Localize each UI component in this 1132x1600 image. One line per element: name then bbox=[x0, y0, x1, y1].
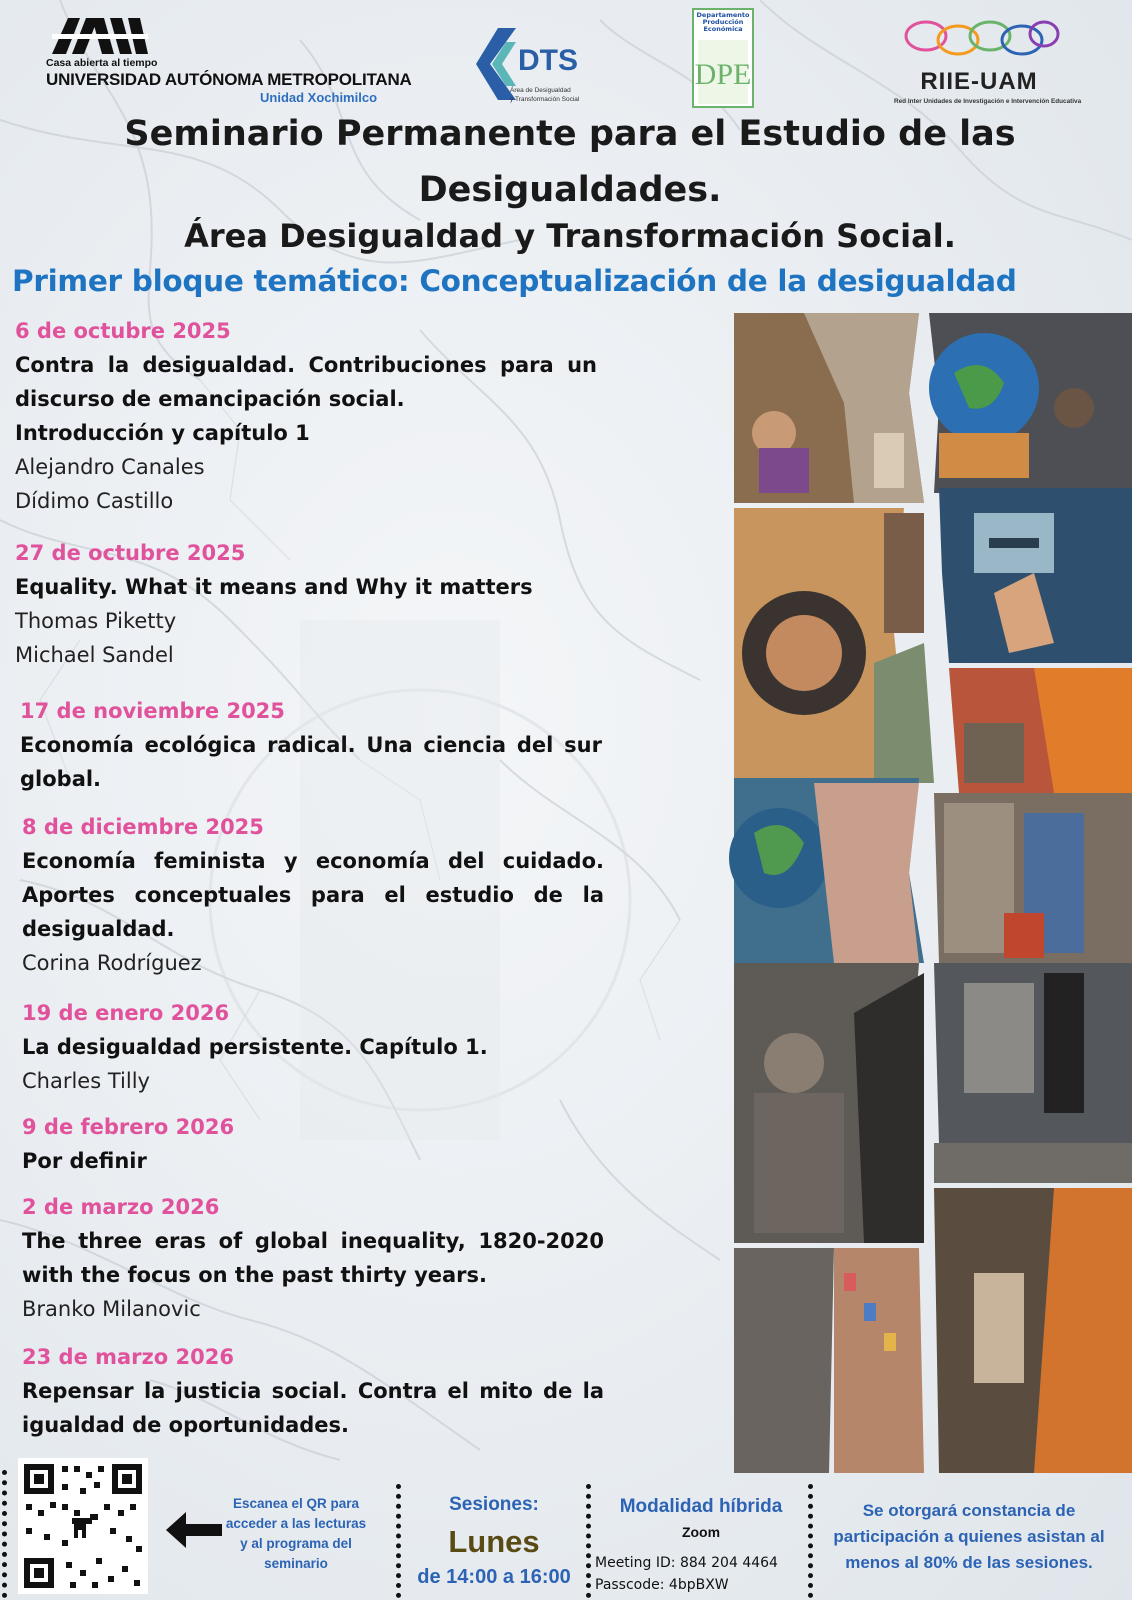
collage-photo bbox=[929, 313, 1132, 493]
seminar-title: Seminario Permanente para el Estudio de las Desigualdades. bbox=[124, 114, 1016, 210]
sessions-day: Lunes bbox=[448, 1524, 540, 1559]
collage-photo bbox=[734, 963, 924, 1243]
session-presenter: Corina Rodríguez bbox=[22, 951, 202, 975]
session-date: 17 de noviembre 2025 bbox=[20, 699, 285, 723]
collage-photo bbox=[734, 313, 924, 503]
qr-code-icon bbox=[18, 1458, 148, 1594]
session-reading: Equality. What it means and Why it matters bbox=[15, 575, 533, 599]
footer-divider bbox=[2, 1470, 7, 1598]
dpe-letters: DPE bbox=[694, 58, 752, 91]
dts-caption-1: Área de Desigualdad bbox=[510, 87, 571, 94]
session-reading: La desigualdad persistente. Capítulo 1. bbox=[22, 1035, 488, 1059]
collage-photo bbox=[734, 508, 934, 783]
riie-subtitle: Red Inter Unidades de Investigación e Intervención Educativa bbox=[894, 98, 1082, 105]
uam-emblem-icon bbox=[52, 16, 148, 56]
riie-speech-bubbles-icon bbox=[902, 12, 1062, 68]
uam-name: UNIVERSIDAD AUTÓNOMA METROPOLITANA bbox=[46, 70, 412, 89]
session-5 bbox=[22, 996, 604, 1098]
platform-label: Zoom bbox=[681, 1524, 721, 1540]
riie-name: RIIE-UAM bbox=[920, 68, 1038, 95]
footer-divider bbox=[808, 1484, 813, 1598]
sessions-time: de 14:00 a 16:00 bbox=[417, 1566, 571, 1588]
uam-unit: Unidad Xochimilco bbox=[260, 90, 378, 105]
session-date: 27 de octubre 2025 bbox=[15, 541, 246, 565]
block-title: Primer bloque temático: Conceptualización de la desigualdad bbox=[12, 264, 1017, 298]
meeting-passcode: Passcode: 4bpBXW bbox=[595, 1577, 729, 1593]
footer-divider bbox=[396, 1484, 401, 1598]
session-reading-part: Introducción y capítulo 1 bbox=[15, 421, 310, 445]
session-presenter: Thomas Piketty bbox=[15, 609, 177, 633]
area-title: Área Desigualdad y Transformación Social. bbox=[184, 217, 956, 255]
session-presenter: Branko Milanovic bbox=[22, 1297, 201, 1321]
session-presenter: Alejandro Canales bbox=[15, 455, 205, 479]
session-presenter: Dídimo Castillo bbox=[15, 489, 174, 513]
collage-photo bbox=[934, 793, 1132, 963]
certificate-notice: Se otorgará constancia de participación a quienes asistan al menos al 80% de las sesiones. bbox=[833, 1501, 1105, 1572]
dts-letters: DTS bbox=[518, 44, 578, 77]
session-6 bbox=[22, 1110, 604, 1178]
qr-instructions: Escanea el QR para acceder a las lecturas y al programa del seminario bbox=[225, 1496, 367, 1571]
collage-photo bbox=[939, 488, 1132, 663]
session-1 bbox=[15, 314, 597, 518]
session-presenter: Michael Sandel bbox=[15, 643, 174, 667]
uam-tagline: Casa abierta al tiempo bbox=[46, 57, 158, 69]
session-reading: Por definir bbox=[22, 1149, 147, 1173]
dpe-logo bbox=[692, 8, 754, 108]
session-reading: Economía feminista y economía del cuidado. Aportes conceptuales para el estudio de la desigualdad. bbox=[22, 849, 604, 941]
session-reading: The three eras of global inequality, 1820-2020 with the focus on the past thirty years. bbox=[22, 1229, 604, 1287]
dts-emblem-icon bbox=[476, 24, 594, 108]
dts-logo bbox=[476, 24, 594, 108]
session-date: 9 de febrero 2026 bbox=[22, 1115, 235, 1139]
session-date: 2 de marzo 2026 bbox=[22, 1195, 220, 1219]
inequality-photo-collage bbox=[734, 313, 1132, 1473]
session-date: 19 de enero 2026 bbox=[22, 1001, 230, 1025]
collage-photo bbox=[734, 1248, 924, 1473]
collage-photo bbox=[949, 668, 1132, 793]
session-presenter: Charles Tilly bbox=[22, 1069, 150, 1093]
arrow-left-icon bbox=[166, 1512, 222, 1548]
uam-logo bbox=[46, 14, 412, 106]
session-4 bbox=[22, 810, 604, 980]
dpe-emblem-icon bbox=[694, 40, 752, 104]
collage-photo bbox=[934, 1188, 1132, 1473]
sessions-label: Sesiones: bbox=[449, 1494, 539, 1515]
modality-label: Modalidad híbrida bbox=[619, 1496, 783, 1517]
dpe-heading: Departamento Producción Económica bbox=[696, 11, 750, 33]
collage-photo bbox=[729, 778, 924, 963]
dts-caption-2: y Transformación Social bbox=[510, 96, 580, 103]
session-reading: Economía ecológica radical. Una ciencia del sur global. bbox=[20, 733, 602, 791]
session-8 bbox=[22, 1340, 604, 1442]
session-reading: Repensar la justicia social. Contra el mito de la igualdad de oportunidades. bbox=[22, 1379, 604, 1437]
session-reading: Contra la desigualdad. Contribuciones para un discurso de emancipación social. bbox=[15, 353, 597, 411]
collage-photo bbox=[934, 963, 1132, 1183]
session-7 bbox=[22, 1190, 604, 1326]
session-date: 8 de diciembre 2025 bbox=[22, 815, 264, 839]
session-date: 6 de octubre 2025 bbox=[15, 319, 231, 343]
session-date: 23 de marzo 2026 bbox=[22, 1345, 234, 1369]
footer-divider bbox=[586, 1484, 591, 1598]
session-2 bbox=[15, 536, 597, 672]
meeting-id: Meeting ID: 884 204 4464 bbox=[595, 1555, 778, 1571]
riie-logo bbox=[894, 12, 1082, 110]
qr-code[interactable] bbox=[18, 1458, 148, 1594]
session-3 bbox=[20, 694, 602, 796]
